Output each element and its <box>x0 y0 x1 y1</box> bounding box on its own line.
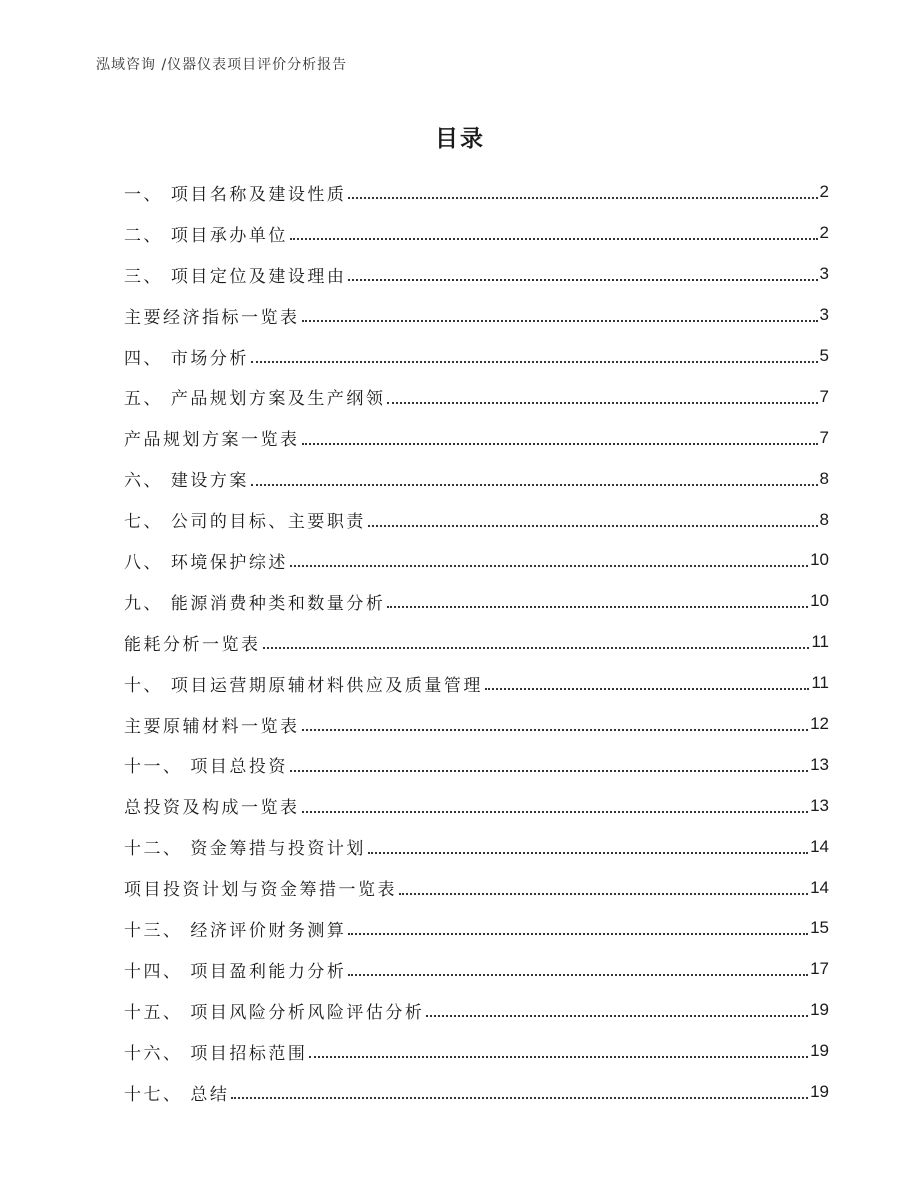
toc-leader-dots <box>368 852 808 854</box>
toc-entry-label: 四、 市场分析 <box>124 348 249 369</box>
toc-entry[interactable] <box>124 213 829 254</box>
toc-leader-dots <box>263 647 810 649</box>
toc-entry[interactable] <box>124 581 829 622</box>
toc-entry-page: 10 <box>810 591 829 611</box>
toc-leader-dots <box>426 1015 808 1017</box>
toc-entry-label: 产品规划方案一览表 <box>124 430 300 451</box>
toc-entry-page: 19 <box>810 1082 829 1102</box>
toc-leader-dots <box>348 279 817 281</box>
toc-entry-page: 15 <box>810 918 829 938</box>
toc-entry-label: 一、 项目名称及建设性质 <box>124 184 347 205</box>
toc-entry[interactable] <box>124 458 829 499</box>
toc-leader-dots <box>348 933 808 935</box>
toc-entry[interactable] <box>124 499 829 540</box>
toc-entry-page: 13 <box>810 795 829 815</box>
toc-entry-label: 十四、 项目盈利能力分析 <box>124 961 347 982</box>
toc-entry-label: 项目投资计划与资金筹措一览表 <box>124 880 397 901</box>
toc-entry[interactable] <box>124 949 829 990</box>
toc-entry-page: 2 <box>819 182 829 202</box>
toc-leader-dots <box>231 1097 808 1099</box>
toc-entry-label: 九、 能源消费种类和数量分析 <box>124 593 386 614</box>
toc-entry-page: 3 <box>819 305 829 325</box>
toc-entry-page: 10 <box>810 550 829 570</box>
toc-leader-dots <box>290 770 808 772</box>
toc-entry-page: 8 <box>819 468 829 488</box>
toc-entry-label: 三、 项目定位及建设理由 <box>124 266 347 287</box>
toc-entry-label: 八、 环境保护综述 <box>124 552 288 573</box>
toc-entry-label: 五、 产品规划方案及生产纲领 <box>124 389 386 410</box>
toc-entry-page: 2 <box>819 223 829 243</box>
toc-entry[interactable] <box>124 172 829 213</box>
toc-entry[interactable] <box>124 785 829 826</box>
toc-entry-label: 十一、 项目总投资 <box>124 757 288 778</box>
toc-leader-dots <box>251 484 818 486</box>
toc-entry-page: 12 <box>810 714 829 734</box>
toc-leader-dots <box>387 606 808 608</box>
page-title: 目录 <box>435 126 485 152</box>
toc-entry-label: 十二、 资金筹措与投资计划 <box>124 839 366 860</box>
toc-entry-label: 主要经济指标一览表 <box>124 307 300 328</box>
toc-entry[interactable] <box>124 704 829 745</box>
toc-entry-page: 19 <box>810 1041 829 1061</box>
toc-entry[interactable] <box>124 417 829 458</box>
toc-entry[interactable] <box>124 336 829 377</box>
toc-entry-page: 14 <box>810 836 829 856</box>
toc-leader-dots <box>302 320 818 322</box>
toc-entry-page: 17 <box>810 959 829 979</box>
toc-entry-page: 7 <box>819 427 829 447</box>
toc-entry-label: 六、 建设方案 <box>124 471 249 492</box>
toc-entry[interactable] <box>124 622 829 663</box>
toc-leader-dots <box>387 402 817 404</box>
toc-leader-dots <box>485 688 809 690</box>
toc-entry[interactable] <box>124 826 829 867</box>
toc-entry-label: 二、 项目承办单位 <box>124 225 288 246</box>
toc-entry-label: 能耗分析一览表 <box>124 634 261 655</box>
toc-leader-dots <box>399 893 808 895</box>
toc-entry[interactable] <box>124 908 829 949</box>
page-header: 泓域咨询 /仪器仪表项目评价分析报告 <box>96 57 348 73</box>
toc-leader-dots <box>302 729 809 731</box>
toc-entry-label: 主要原辅材料一览表 <box>124 716 300 737</box>
toc-entry-label: 十六、 项目招标范围 <box>124 1043 308 1064</box>
toc-leader-dots <box>251 361 818 363</box>
toc-entry-page: 14 <box>810 877 829 897</box>
toc-entry-page: 5 <box>819 346 829 365</box>
toc-leader-dots <box>302 811 809 813</box>
toc-entry[interactable] <box>124 867 829 908</box>
toc-entry[interactable] <box>124 1031 829 1072</box>
toc-entry-page: 7 <box>819 386 829 406</box>
toc-leader-dots <box>290 238 818 240</box>
toc-leader-dots <box>309 1056 808 1058</box>
toc-leader-dots <box>302 443 818 445</box>
toc-entry[interactable] <box>124 295 829 336</box>
toc-entry-page: 19 <box>810 1000 829 1020</box>
toc-entry-label: 七、 公司的目标、主要职责 <box>124 512 366 533</box>
toc-leader-dots <box>368 525 818 527</box>
toc-leader-dots <box>348 197 817 199</box>
toc-entry[interactable] <box>124 663 829 704</box>
toc-entry[interactable] <box>124 1072 829 1113</box>
toc-entry-label: 总投资及构成一览表 <box>124 798 300 819</box>
toc-leader-dots <box>348 974 808 976</box>
toc-entry[interactable] <box>124 744 829 785</box>
toc-entry-label: 十五、 项目风险分析风险评估分析 <box>124 1002 425 1023</box>
toc-entry[interactable] <box>124 376 829 417</box>
toc-leader-dots <box>290 565 808 567</box>
toc-entry-page: 3 <box>819 264 829 284</box>
toc-entry-page: 11 <box>811 632 829 652</box>
table-of-contents <box>124 172 829 1112</box>
toc-entry[interactable] <box>124 540 829 581</box>
toc-entry-label: 十七、 总结 <box>124 1084 230 1105</box>
toc-entry-page: 11 <box>811 673 829 693</box>
toc-entry[interactable] <box>124 990 829 1031</box>
toc-entry-page: 8 <box>819 509 829 529</box>
toc-entry-label: 十三、 经济评价财务测算 <box>124 920 347 941</box>
toc-entry-label: 十、 项目运营期原辅材料供应及质量管理 <box>124 675 483 696</box>
toc-entry-page: 13 <box>810 754 829 774</box>
toc-entry[interactable] <box>124 254 829 295</box>
